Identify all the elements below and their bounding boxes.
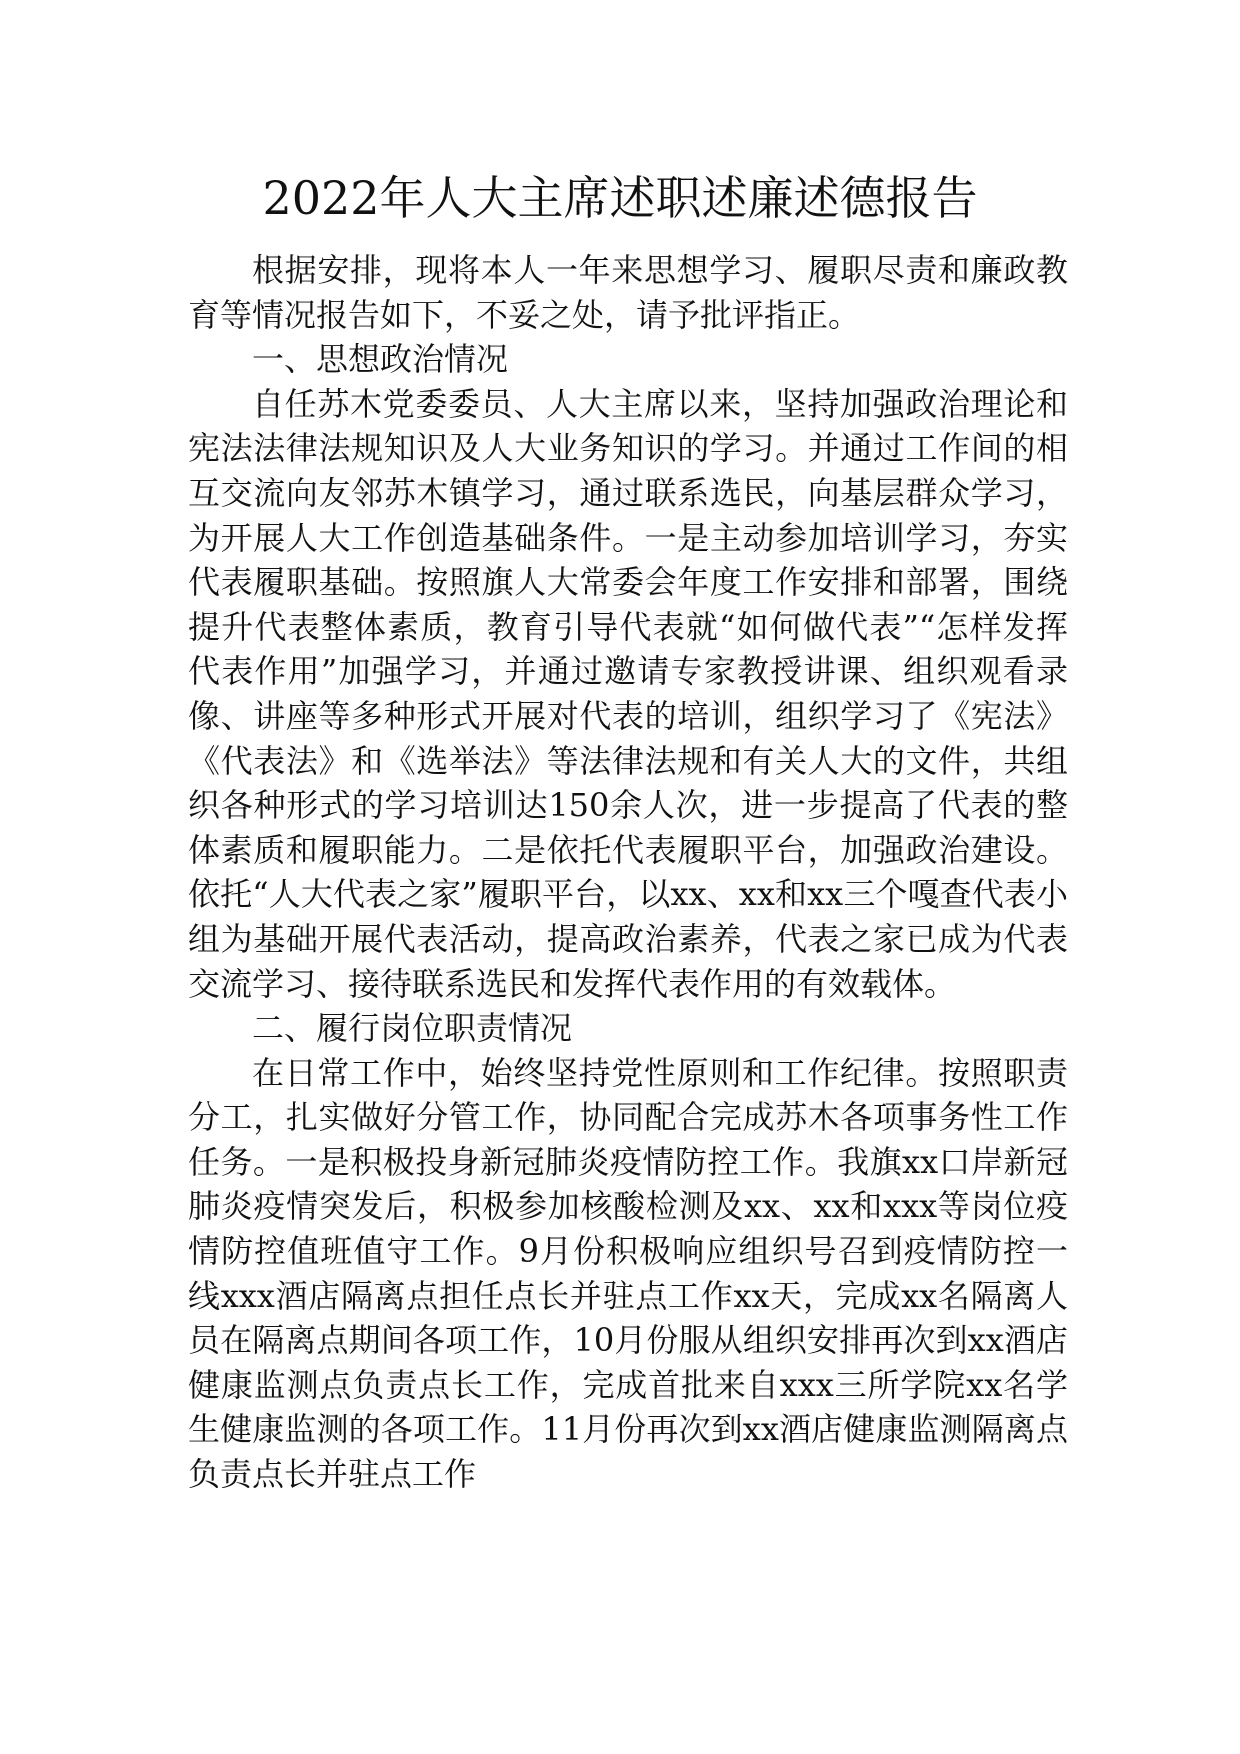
document-title: 2022年人大主席述职述廉述德报告: [262, 171, 978, 225]
paragraph-intro: 根据安排，现将本人一年来思想学习、履职尽责和廉政教育等情况报告如下，不妥之处，请予批评指正。: [188, 251, 1068, 334]
document-body: [188, 248, 1068, 1497]
paragraph-section-2: 在日常工作中，始终坚持党性原则和工作纪律。按照职责分工，扎实做好分管工作，协同配合完成苏木各项事务性工作任务。一是积极投身新冠肺炎疫情防控工作。我旗xx口岸新冠肺炎疫情突发后，积极参加核酸检测及xx、xx和xxx等岗位疫情防控值班值守工作。9月份积极响应组织号召到疫情防控一线xxx酒店隔离点担任点长并驻点工作xx天，完成xx名隔离人员在隔离点期间各项工作，10月份服从组织安排再次到xx酒店健康监测点负责点长工作，完成首批来自xxx三所学院xx名学生健康监测的各项工作。11月份再次到xx酒店健康监测隔离点负责点长并驻点工作: [188, 1053, 1068, 1494]
section-heading-1: 一、思想政治情况: [252, 340, 509, 379]
paragraph-section-1: 自任苏木党委委员、人大主席以来，坚持加强政治理论和宪法法律法规知识及人大业务知识的学习。并通过工作间的相互交流向友邻苏木镇学习，通过联系选民，向基层群众学习，为开展人大工作创造基础条件。一是主动参加培训学习，夯实代表履职基础。按照旗人大常委会年度工作安排和部署，围绕提升代表整体素质，教育引导代表就“如何做代表”“怎样发挥代表作用”加强学习，并通过邀请专家教授讲课、组织观看录像、讲座等多种形式开展对代表的培训，组织学习了《宪法》《代表法》和《选举法》等法律法规和有关人大的文件，共组织各种形式的学习培训达150余人次，进一步提高了代表的整体素质和履职能力。二是依托代表履职平台，加强政治建设。依托“人大代表之家”履职平台，以xx、xx和xx三个嘎查代表小组为基础开展代表活动，提高政治素养，代表之家已成为代表交流学习、接待联系选民和发挥代表作用的有效载体。: [188, 384, 1068, 1003]
section-heading-2: 二、履行岗位职责情况: [252, 1009, 573, 1048]
